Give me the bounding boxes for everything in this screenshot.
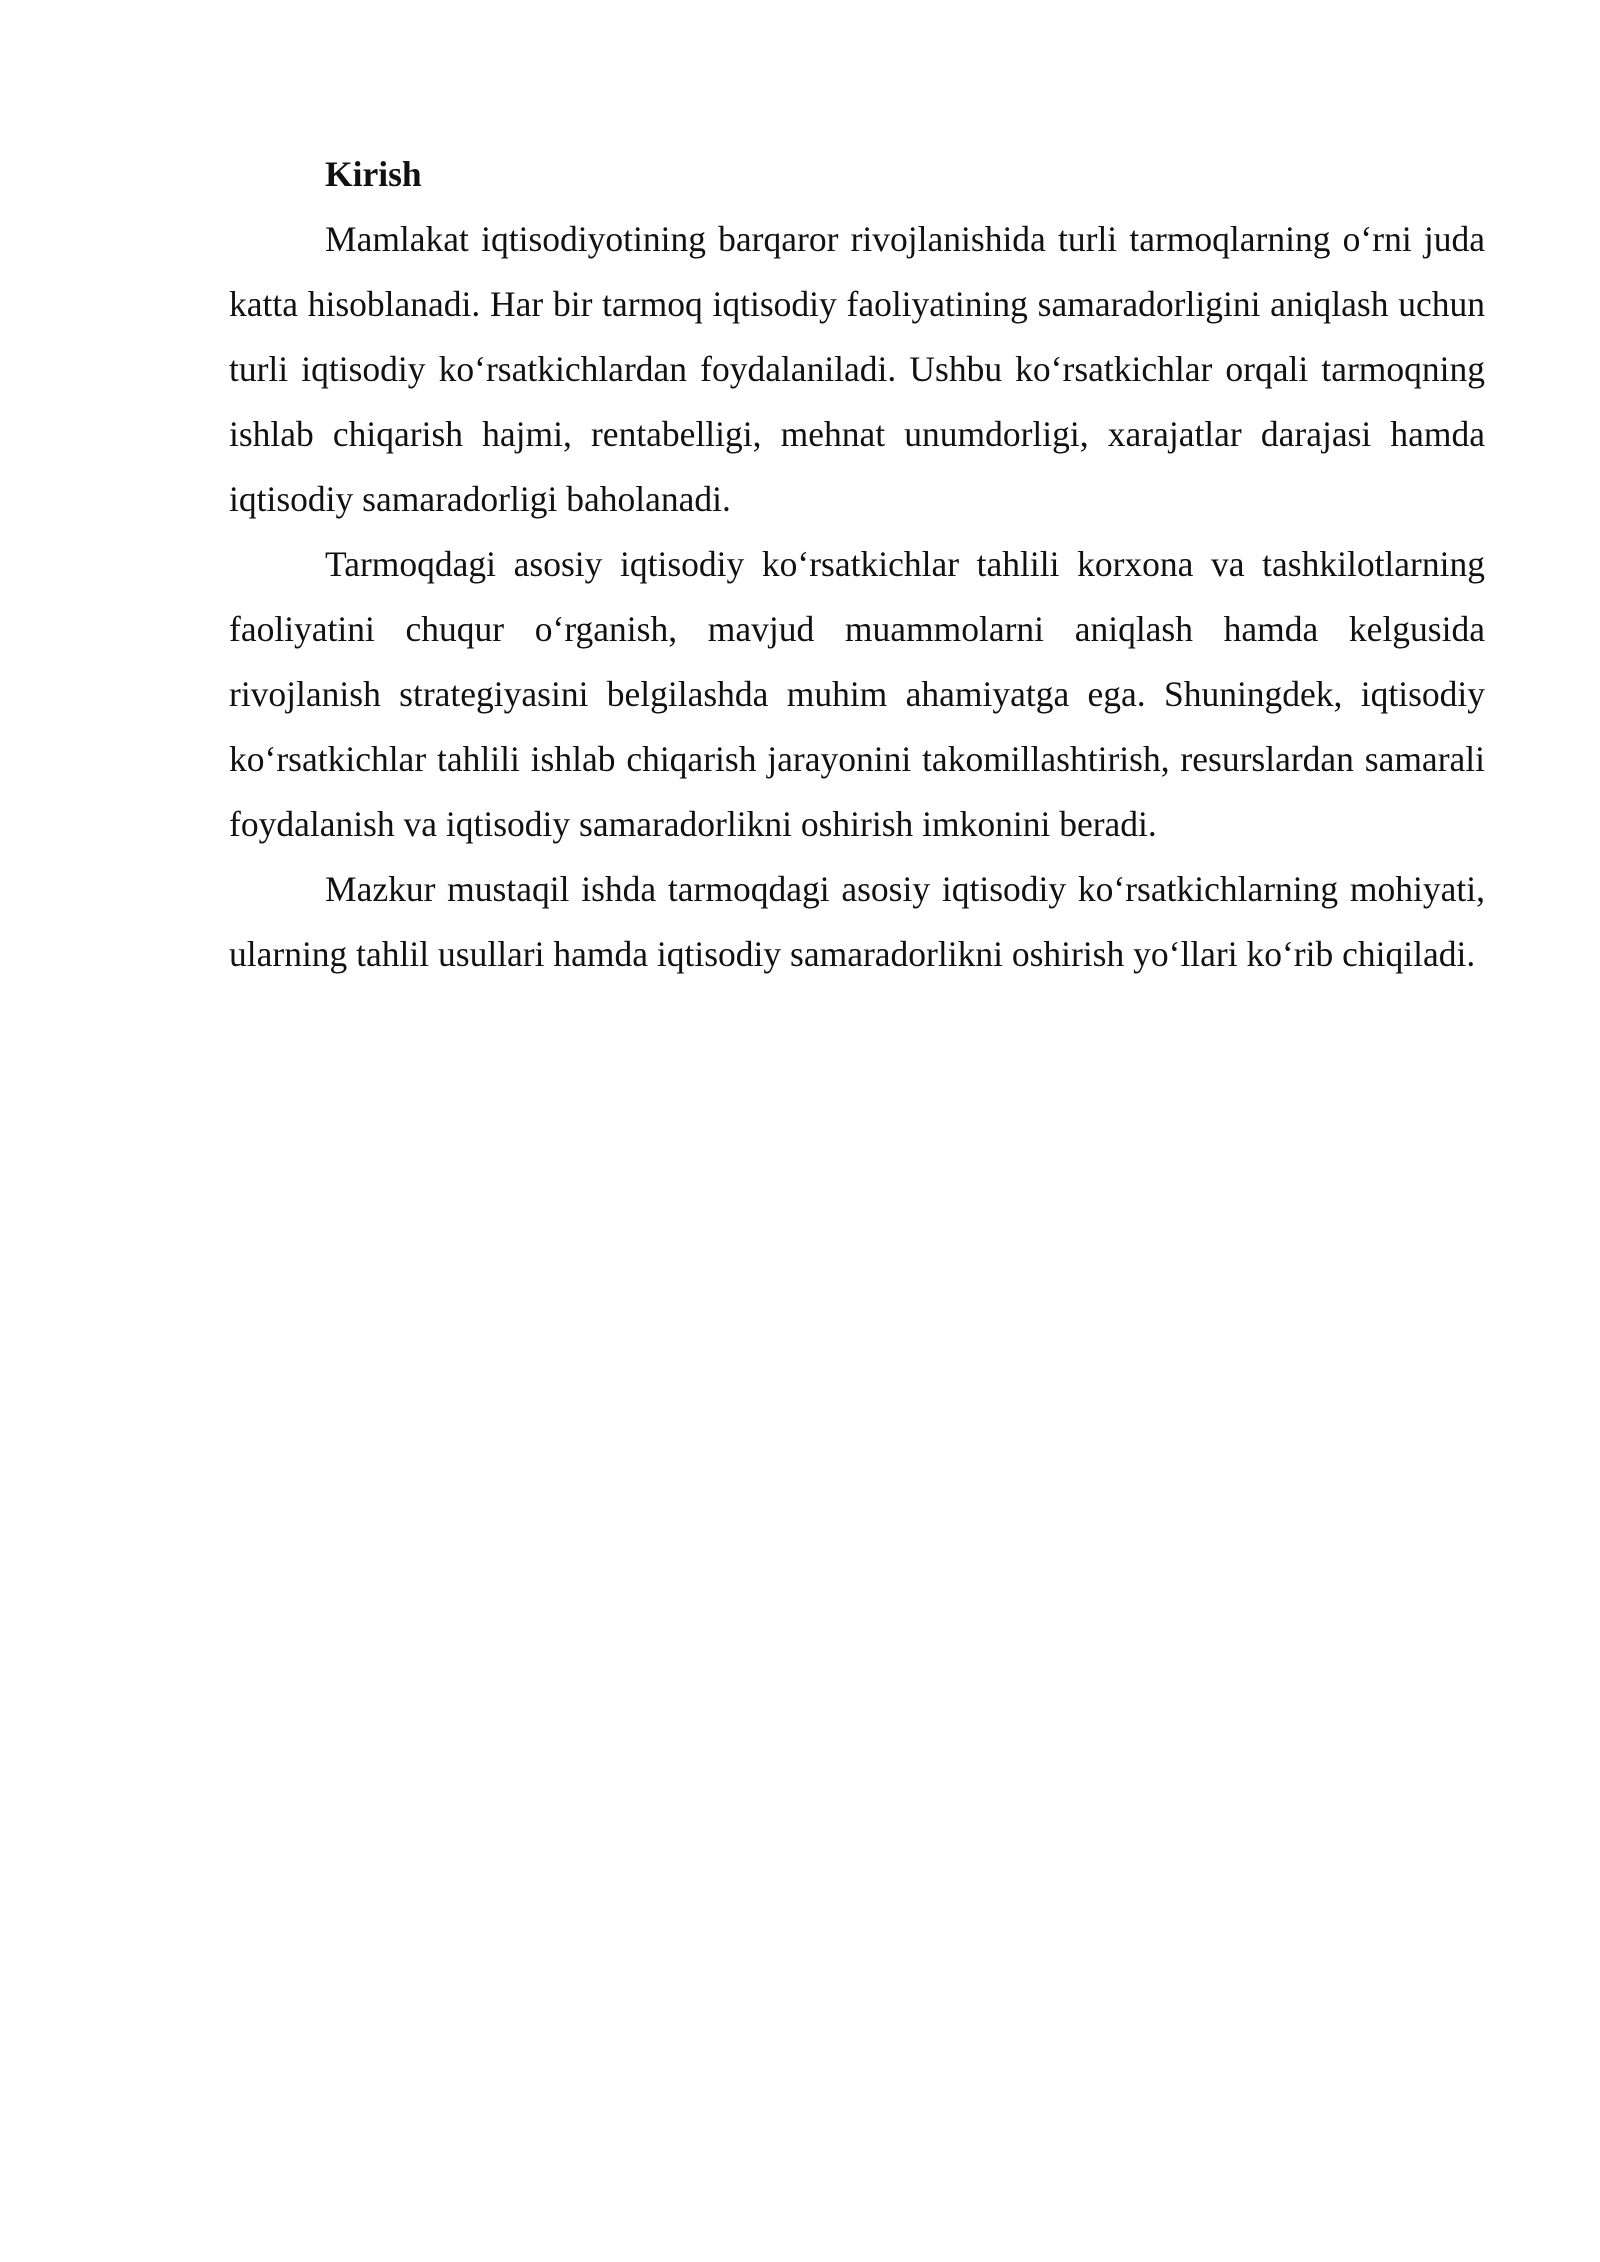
- paragraph-3: Mazkur mustaqil ishda tarmoqdagi asosiy iqtisodiy ko‘rsatkichlarning mohiyati, ularning tahlil usullari hamda iqtisodiy samaradorlikni oshirish yo‘llari ko‘rib chiqiladi.: [229, 869, 1485, 974]
- section-heading: Kirish: [325, 154, 422, 194]
- document-body: [229, 142, 1485, 987]
- paragraph-2: Tarmoqdagi asosiy iqtisodiy ko‘rsatkichlar tahlili korxona va tashkilotlarning faoliyatini chuqur o‘rganish, mavjud muammolarni aniqlash hamda kelgusida rivojlanish strategiyasini belgilashda muhim ahamiyatga ega. Shuningdek, iqtisodiy ko‘rsatkichlar tahlili ishlab chiqarish jarayonini takomillashtirish, resurslardan samarali foydalanish va iqtisodiy samaradorlikni oshirish imkonini beradi.: [229, 544, 1485, 844]
- paragraph-1: Mamlakat iqtisodiyotining barqaror rivojlanishida turli tarmoqlarning o‘rni juda katta hisoblanadi. Har bir tarmoq iqtisodiy faoliyatining samaradorligini aniqlash uchun turli iqtisodiy ko‘rsatkichlardan foydalaniladi. Ushbu ko‘rsatkichlar orqali tarmoqning ishlab chiqarish hajmi, rentabelligi, mehnat unumdorligi, xarajatlar darajasi hamda iqtisodiy samaradorligi baholanadi.: [229, 219, 1485, 519]
